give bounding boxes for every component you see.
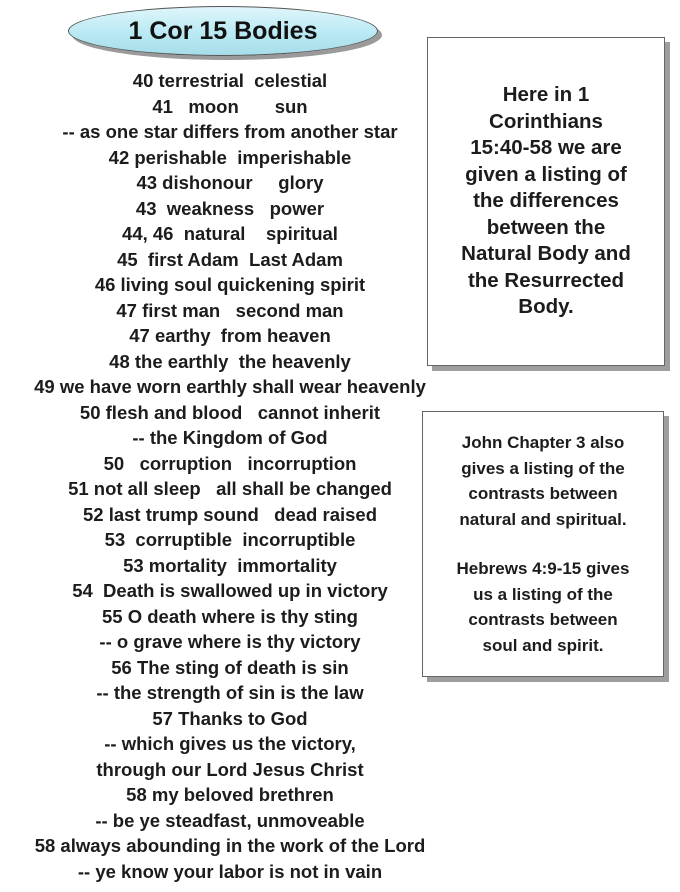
verse-line: 53 corruptible incorruptible bbox=[104, 529, 356, 550]
verse-line: 42 perishable imperishable bbox=[108, 146, 352, 168]
hebrews-reference-line: Hebrews 4:9-15 gives bbox=[456, 559, 630, 578]
verse-line: through our Lord Jesus Christ bbox=[96, 758, 364, 780]
verse-line: 43 weakness power bbox=[135, 197, 325, 219]
verse-line: 46 living soul quickening spirit bbox=[94, 274, 366, 295]
summary-line: Body. bbox=[518, 295, 574, 319]
summary-line: the Resurrected bbox=[467, 268, 625, 292]
verse-line: 40 terrestrial celestial bbox=[132, 70, 328, 91]
verse-line: 41 moon sun bbox=[152, 95, 308, 117]
verse-line: 54 Death is swallowed up in victory bbox=[72, 580, 388, 601]
verse-line: 51 not all sleep all shall be changed bbox=[68, 478, 392, 499]
verse-line: 50 flesh and blood cannot inherit bbox=[79, 401, 381, 423]
verse-line: 49 we have worn earthly shall wear heavenly bbox=[34, 376, 426, 397]
verse-line: 48 the earthly the heavenly bbox=[109, 350, 351, 372]
verse-line: -- ye know your labor is not in vain bbox=[77, 860, 383, 882]
verse-line: 58 always abounding in the work of the Lord bbox=[34, 835, 426, 856]
page-title: 1 Cor 15 Bodies bbox=[128, 16, 318, 45]
summary-box bbox=[427, 37, 665, 366]
verse-line: -- the strength of sin is the law bbox=[96, 682, 364, 703]
verse-line: 52 last trump sound dead raised bbox=[82, 503, 378, 525]
verse-line: 43 dishonour glory bbox=[136, 172, 324, 193]
hebrews-reference-line: us a listing of the bbox=[473, 584, 613, 604]
john-reference-line: contrasts between bbox=[468, 484, 618, 503]
verse-line: 57 Thanks to God bbox=[152, 707, 308, 729]
verse-line: 47 first man second man bbox=[116, 299, 344, 321]
john-reference-line: natural and spiritual. bbox=[459, 509, 627, 529]
verse-line: 50 corruption incorruption bbox=[103, 452, 357, 474]
john-reference-line: gives a listing of the bbox=[461, 458, 625, 478]
verse-line: -- as one star differs from another star bbox=[62, 121, 398, 142]
verse-line: 45 first Adam Last Adam bbox=[117, 248, 343, 270]
summary-line: Corinthians bbox=[489, 109, 603, 133]
summary-line: Natural Body and bbox=[461, 242, 631, 266]
verse-line: 47 earthy from heaven bbox=[129, 325, 331, 346]
verse-line: 53 mortality immortality bbox=[123, 554, 337, 576]
cross-reference-box bbox=[422, 411, 664, 677]
verse-list bbox=[0, 68, 460, 884]
summary-line: the differences bbox=[473, 189, 619, 213]
verse-line: 44, 46 natural spiritual bbox=[122, 223, 338, 244]
summary-line: 15:40-58 we are bbox=[470, 136, 622, 160]
summary-line: given a listing of bbox=[465, 162, 627, 186]
verse-line: 58 my beloved brethren bbox=[126, 784, 334, 805]
verse-line: -- o grave where is thy victory bbox=[99, 631, 361, 652]
summary-line: Here in 1 bbox=[502, 83, 590, 107]
title-oval bbox=[68, 6, 378, 56]
summary-line: between the bbox=[486, 215, 606, 239]
john-reference-line: John Chapter 3 also bbox=[461, 433, 625, 452]
verse-line: -- be ye steadfast, unmoveable bbox=[95, 809, 365, 831]
hebrews-reference-line: soul and spirit. bbox=[482, 635, 604, 655]
verse-line: 56 The sting of death is sin bbox=[111, 656, 349, 678]
hebrews-reference-line: contrasts between bbox=[468, 610, 618, 629]
verse-line: -- which gives us the victory, bbox=[104, 733, 356, 754]
verse-line: 55 O death where is thy sting bbox=[102, 605, 358, 627]
verse-line: -- the Kingdom of God bbox=[132, 427, 328, 448]
